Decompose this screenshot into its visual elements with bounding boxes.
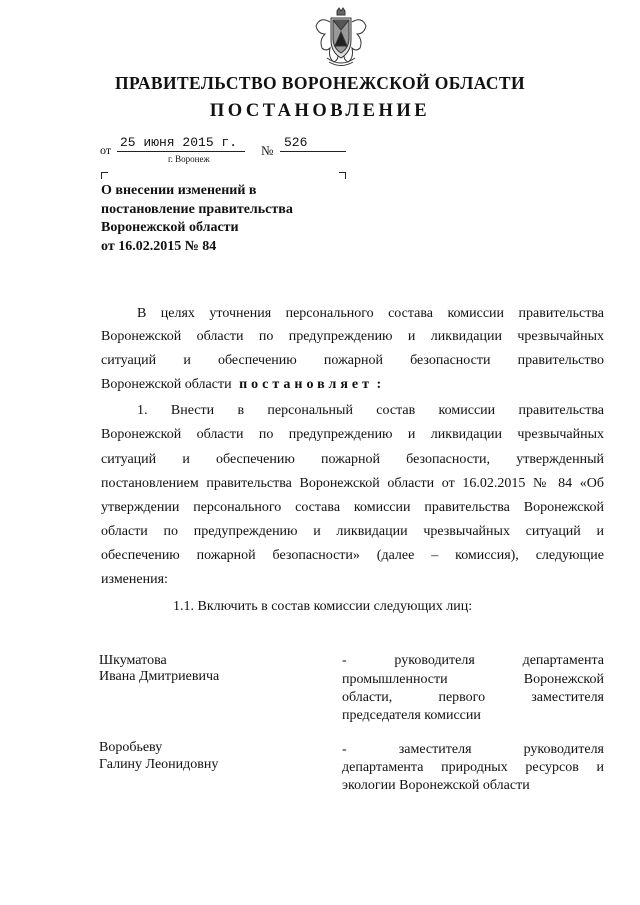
paragraph-line: обеспечению пожарной безопасности» (далее – комиссия), следующие (101, 548, 604, 563)
member-position-line: - руководителя департамента (342, 653, 604, 668)
subject-line: О внесении изменений в (101, 183, 257, 198)
paragraph-line: ситуаций и обеспечению пожарной безопасности, утвержденный (101, 452, 604, 467)
date-prefix: от (100, 143, 112, 157)
number-prefix: № (261, 143, 274, 158)
member-surname: Шкуматова (99, 653, 167, 668)
preamble-text: Воронежской области (101, 377, 232, 392)
member-position-line: - заместителя руководителя (342, 742, 604, 757)
field-corner-left (101, 172, 108, 179)
field-corner-right (339, 172, 346, 179)
paragraph-line: области по предупреждению и ликвидации чрезвычайных ситуаций и (101, 524, 604, 539)
preamble-line: В целях уточнения персонального состава комиссии правительства (137, 306, 604, 321)
member-surname: Воробьеву (99, 740, 163, 755)
document-type-title: ПОСТАНОВЛЕНИЕ (209, 101, 431, 121)
coat-of-arms-icon (313, 6, 369, 70)
date-number-line (100, 135, 360, 158)
city-label: г. Воронеж (168, 154, 210, 164)
number-underline (280, 151, 346, 152)
decree-word: постановляет (239, 377, 374, 392)
subject-line: постановление правительства (101, 201, 293, 217)
document-date: 25 июня 2015 г. (120, 135, 238, 150)
date-underline (117, 151, 245, 152)
subparagraph-1-1: 1.1. Включить в состав комиссии следующих лиц: (173, 599, 473, 614)
preamble-line: ситуаций и обеспечению пожарной безопасности правительство (101, 353, 604, 368)
member-given-name: Ивана Дмитриевича (99, 669, 220, 684)
document-subject (101, 182, 361, 256)
member-given-name: Галину Леонидовну (99, 757, 219, 772)
paragraph-line: утверждении персонального состава комиссии правительства Воронежской (101, 500, 604, 515)
member-position-line: департамента природных ресурсов и (342, 760, 604, 775)
decree-colon: : (376, 377, 382, 392)
paragraph-line: постановлением правительства Воронежской области от 16.02.2015 № 84 «Об (101, 476, 604, 491)
preamble-last-line (101, 375, 604, 394)
preamble-line: Воронежской области по предупреждению и ликвидации чрезвычайных (101, 329, 604, 344)
paragraph-last-line: изменения: (101, 572, 168, 587)
paragraph-line: 1. Внести в персональный состав комиссии правительства (137, 403, 604, 418)
paragraph-line: Воронежской области по предупреждению и ликвидации чрезвычайных (101, 427, 604, 442)
government-name: ПРАВИТЕЛЬСТВО ВОРОНЕЖСКОЙ ОБЛАСТИ (114, 73, 526, 93)
document-number: 526 (284, 135, 308, 150)
member-position-last: экологии Воронежской области (342, 778, 530, 793)
member-position-last: председателя комиссии (342, 708, 481, 723)
subject-line: Воронежской области (101, 220, 239, 235)
member-position-line: области, первого заместителя (342, 690, 604, 705)
member-position-line: промышленности Воронежской (342, 672, 604, 687)
subject-line: от 16.02.2015 № 84 (101, 238, 217, 254)
